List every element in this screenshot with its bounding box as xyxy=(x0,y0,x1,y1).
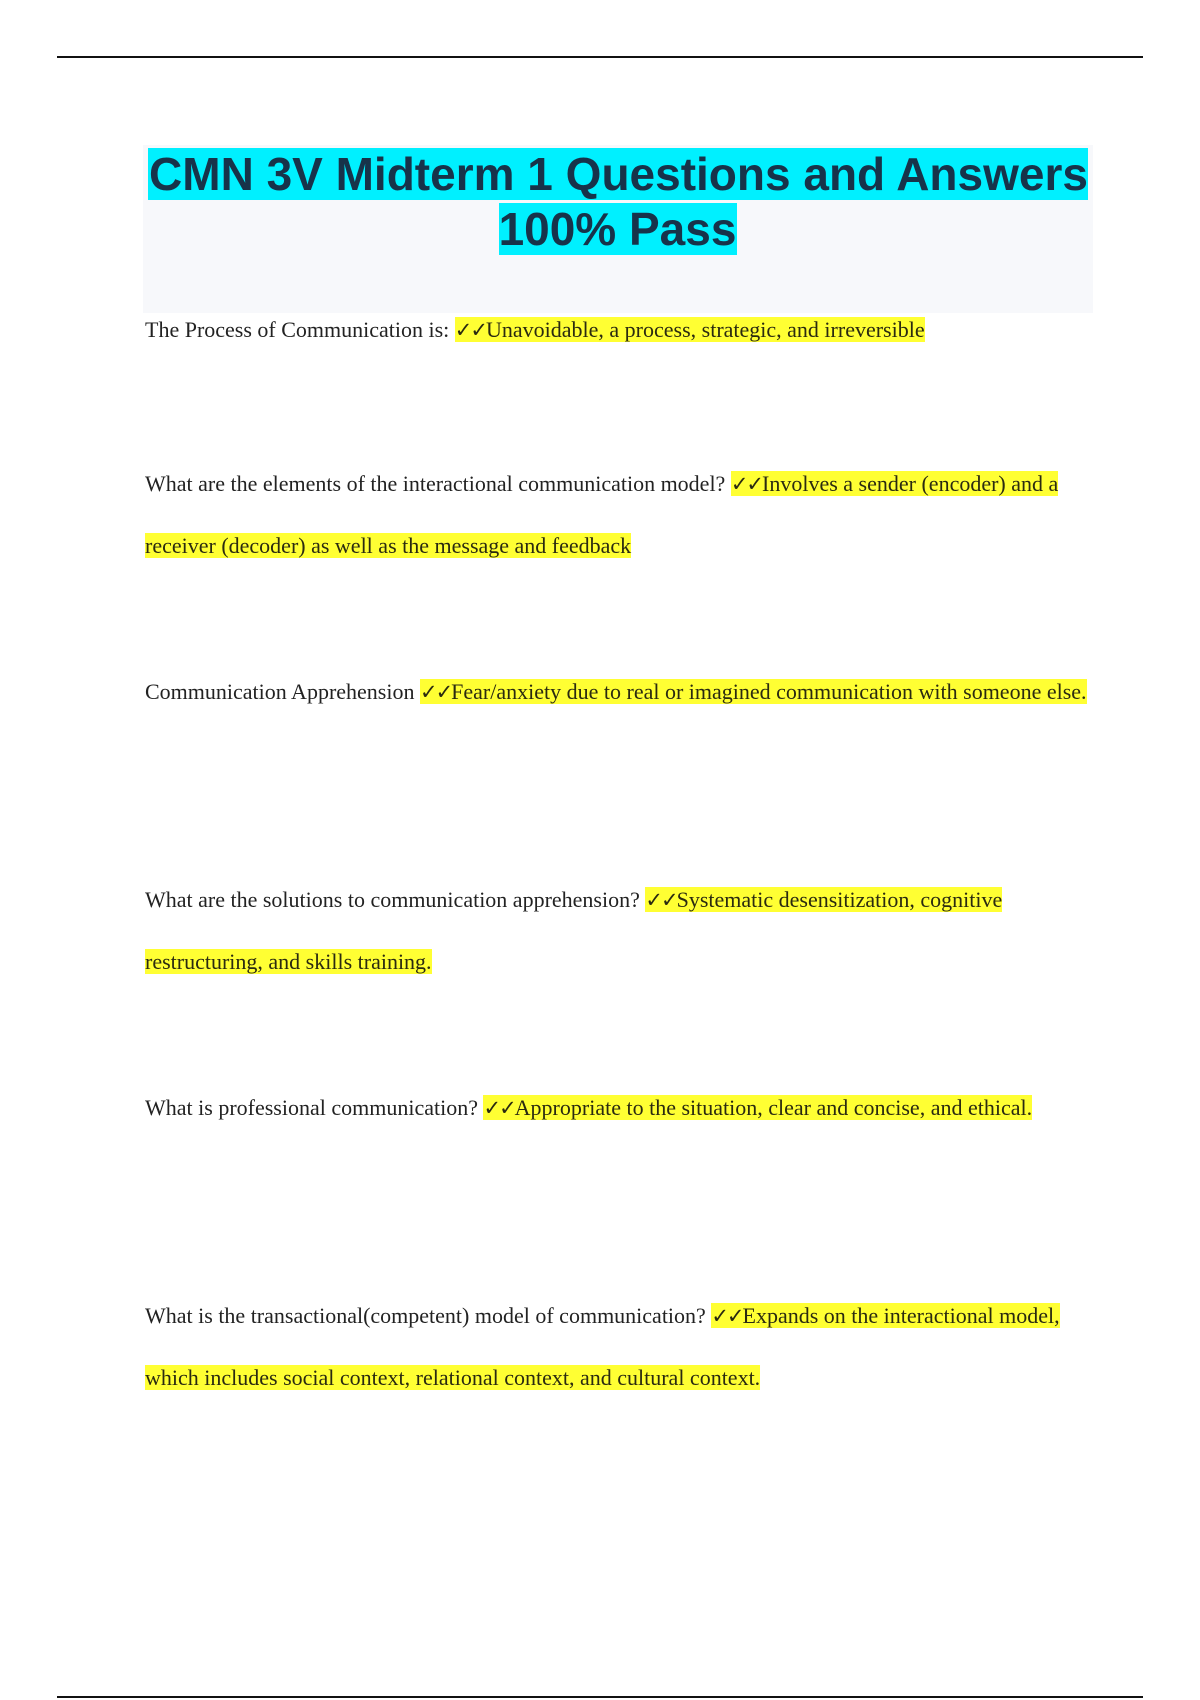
question-text: What are the elements of the interactional communication model? xyxy=(145,471,726,496)
top-rule xyxy=(57,56,1143,58)
check-icon: ✓✓ xyxy=(419,680,452,704)
bottom-rule xyxy=(57,1696,1143,1698)
check-icon: ✓✓ xyxy=(483,1096,515,1120)
check-icon: ✓✓ xyxy=(730,472,763,496)
check-icon: ✓✓ xyxy=(454,318,486,342)
question-text: What is the transactional(competent) model of communication? xyxy=(145,1303,706,1328)
qa-item xyxy=(145,299,1105,361)
answer-text: Systematic desensitization, cognitive restructuring, and skills training. xyxy=(145,887,1003,974)
document-title xyxy=(143,145,1093,257)
title-highlight: CMN 3V Midterm 1 Questions and Answers 100% Pass xyxy=(149,148,1088,255)
question-text: The Process of Communication is: xyxy=(145,317,450,342)
question-text: What are the solutions to communication apprehension? xyxy=(145,887,640,912)
qa-item xyxy=(145,869,1105,992)
answer-text: Unavoidable, a process, strategic, and irreversible xyxy=(486,317,925,342)
check-icon: ✓✓ xyxy=(645,888,677,912)
title-block xyxy=(143,145,1093,313)
answer-text: Expands on the interactional model, which includes social context, relational context, and cultural context. xyxy=(145,1303,1060,1390)
answer-text: Appropriate to the situation, clear and concise, and ethical. xyxy=(514,1095,1033,1120)
qa-item xyxy=(145,661,1105,723)
qa-item xyxy=(145,453,1105,576)
answer-highlight xyxy=(483,1095,1032,1120)
qa-item xyxy=(145,1077,1105,1139)
answer-highlight xyxy=(455,317,925,342)
check-icon: ✓✓ xyxy=(711,1304,743,1328)
answer-text: Fear/anxiety due to real or imagined communication with someone else. xyxy=(451,679,1087,704)
qa-item xyxy=(145,1285,1105,1408)
answer-highlight xyxy=(420,679,1087,704)
question-text: What is professional communication? xyxy=(145,1095,478,1120)
answer-text: Involves a sender (encoder) and a receiver (decoder) as well as the message and feedback xyxy=(145,471,1059,558)
question-text: Communication Apprehension xyxy=(145,679,415,704)
